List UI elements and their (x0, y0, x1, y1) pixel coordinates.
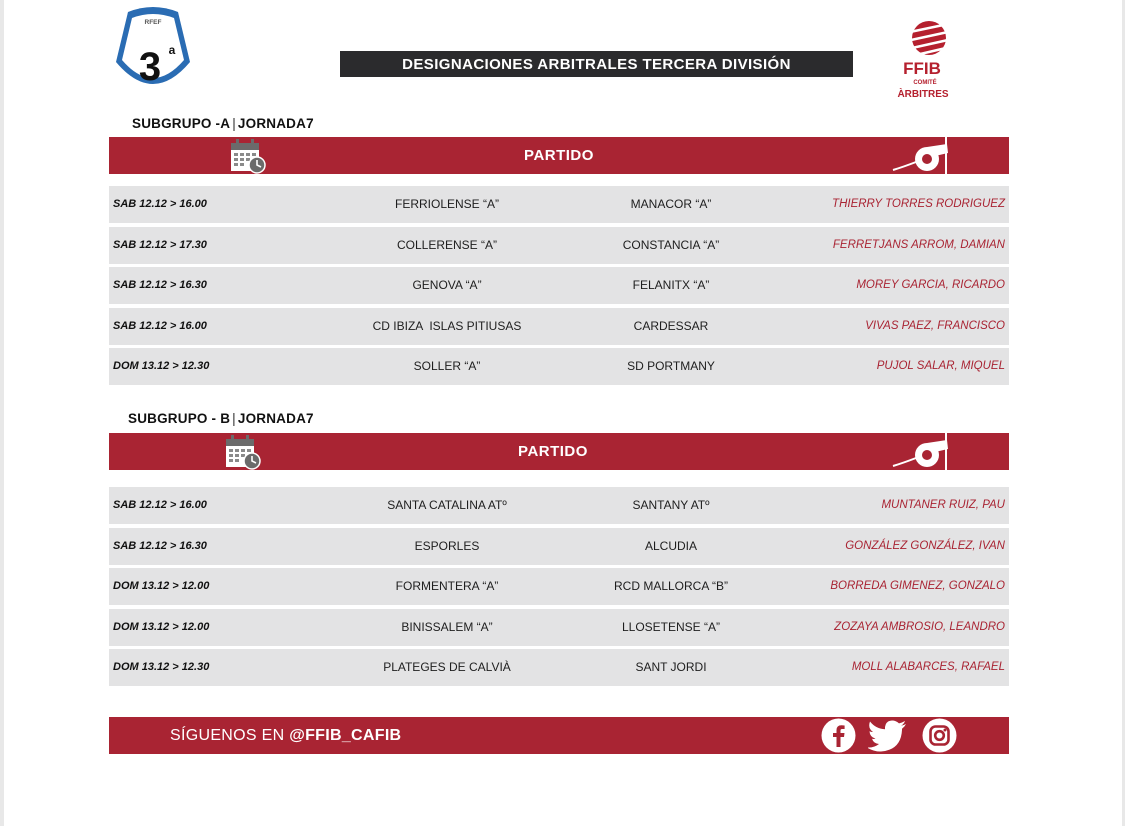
group-b-header-bar (109, 433, 1009, 470)
group-label-text: SUBGRUPO -A (132, 116, 231, 131)
group-a-label (132, 116, 314, 131)
svg-text:3: 3 (138, 45, 162, 89)
away-team: CONSTANCIA “A” (622, 237, 720, 252)
referee-name: THIERRY TORRES RODRIGUEZ (832, 198, 1005, 210)
away-team: SANT JORDI (635, 660, 707, 675)
left-border (0, 0, 4, 826)
away-team: ALCUDIA (644, 538, 697, 553)
facebook-icon[interactable] (821, 718, 856, 753)
match-datetime: DOM 13.12 > 12.30 (113, 360, 210, 373)
svg-text:FFIB: FFIB (903, 59, 941, 78)
match-datetime: SAB 12.12 > 16.30 (113, 539, 207, 552)
ffib-logo (890, 18, 960, 100)
social-handle[interactable]: @FFIB_CAFIB (289, 727, 402, 744)
match-row (109, 568, 1009, 605)
match-row (109, 528, 1009, 565)
group-a-header-bar (109, 137, 1009, 174)
referee-name: BORREDA GIMENEZ, GONZALO (830, 580, 1005, 593)
group-label-text: SUBGRUPO - B (128, 411, 231, 426)
match-datetime: SAB 12.12 > 16.00 (113, 499, 207, 511)
twitter-icon[interactable] (868, 718, 908, 753)
home-team: COLLERENSE “A” (396, 237, 498, 252)
footer-bar (109, 717, 1009, 754)
referee-name: ZOZAYA AMBROSIO, LEANDRO (834, 620, 1005, 633)
whistle-icon (891, 436, 949, 468)
page-title: DESIGNACIONES ARBITRALES TERCERA DIVISIÓN (340, 51, 853, 77)
home-team: ESPORLES (414, 538, 480, 553)
header-partido-label: PARTIDO (524, 147, 594, 164)
home-team: FERRIOLENSE “A” (394, 197, 499, 211)
jornada-label: JORNADA7 (237, 411, 314, 426)
group-a-match-list (109, 186, 1009, 389)
follow-us-text (170, 717, 401, 754)
referee-name: GONZÁLEZ GONZÁLEZ, IVAN (845, 539, 1005, 552)
referee-name: PUJOL SALAR, MIQUEL (876, 360, 1005, 373)
away-team: FELANITX “A” (632, 278, 710, 293)
svg-text:COMITÉ: COMITÉ (913, 80, 937, 86)
match-datetime: SAB 12.12 > 16.00 (113, 198, 207, 210)
home-team: FORMENTERA “A” (395, 579, 499, 594)
referee-name: MUNTANER RUIZ, PAU (881, 499, 1005, 511)
match-datetime: SAB 12.12 > 17.30 (113, 238, 207, 251)
away-team: SANTANY ATº (632, 498, 710, 512)
match-datetime: DOM 13.12 > 12.00 (113, 580, 210, 593)
home-team: GENOVA “A” (412, 278, 482, 293)
away-team: RCD MALLORCA “B” (613, 579, 729, 594)
referee-name: MOREY GARCIA, RICARDO (856, 279, 1005, 292)
group-b-label (128, 411, 314, 426)
match-row (109, 609, 1009, 646)
jornada-label: JORNADA7 (237, 116, 314, 131)
header-divider (945, 137, 947, 174)
header-divider (945, 433, 947, 470)
separator: | (232, 116, 236, 131)
follow-label: SÍGUENOS EN (170, 727, 290, 744)
instagram-icon[interactable] (922, 718, 957, 753)
svg-text:ÀRBITRES: ÀRBITRES (897, 89, 949, 100)
group-b-match-list (109, 487, 1009, 690)
home-team: PLATEGES DE CALVIÀ (383, 660, 511, 675)
match-datetime: SAB 12.12 > 16.30 (113, 279, 207, 292)
match-row (109, 348, 1009, 385)
svg-text:a: a (168, 43, 176, 57)
match-datetime: DOM 13.12 > 12.30 (113, 661, 210, 674)
referee-name: FERRETJANS ARROM, DAMIAN (832, 238, 1005, 251)
match-row (109, 227, 1009, 264)
match-datetime: SAB 12.12 > 16.00 (113, 319, 207, 332)
match-row (109, 267, 1009, 304)
match-datetime: DOM 13.12 > 12.00 (113, 620, 210, 633)
home-team: BINISSALEM “A” (401, 619, 493, 634)
svg-text:RFEF: RFEF (144, 19, 162, 26)
header-partido-label: PARTIDO (518, 443, 588, 460)
whistle-icon (891, 140, 949, 172)
away-team: LLOSETENSE “A” (621, 619, 721, 634)
match-row (109, 186, 1009, 223)
match-row (109, 487, 1009, 524)
home-team: SOLLER “A” (413, 359, 481, 374)
referee-name: VIVAS PAEZ, FRANCISCO (865, 319, 1005, 332)
rfef-tercera-logo (110, 2, 196, 104)
home-team: CD IBIZA ISLAS PITIUSAS (372, 318, 522, 333)
match-row (109, 649, 1009, 686)
referee-name: MOLL ALABARCES, RAFAEL (851, 661, 1005, 674)
home-team: SANTA CATALINA ATº (387, 498, 507, 512)
separator: | (232, 411, 236, 426)
away-team: CARDESSAR (633, 318, 709, 333)
match-row (109, 308, 1009, 345)
away-team: MANACOR “A” (630, 197, 712, 211)
away-team: SD PORTMANY (627, 359, 715, 374)
